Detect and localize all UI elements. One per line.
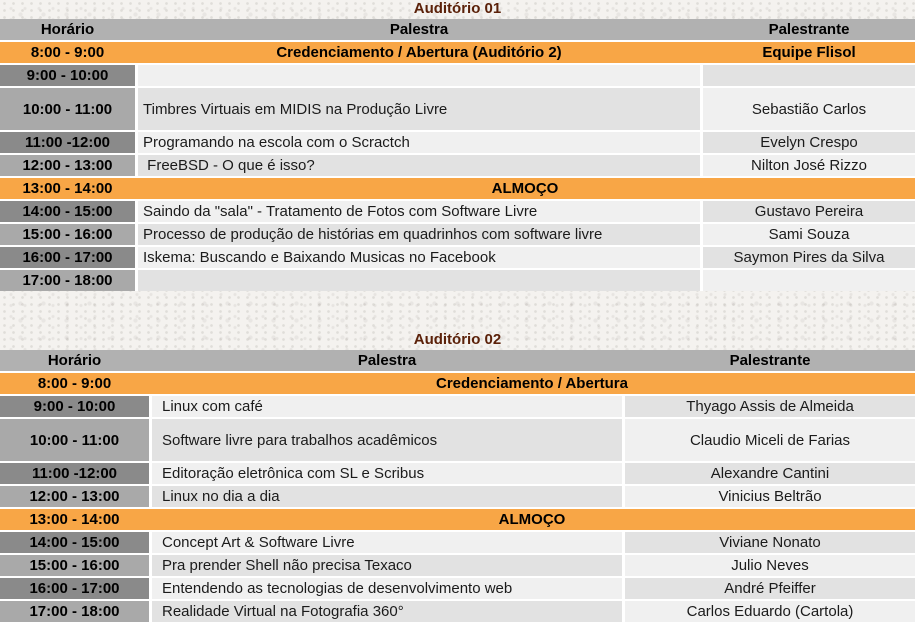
schedule-row (0, 463, 915, 484)
schedule-row (0, 132, 915, 153)
speaker-cell: Alexandre Cantini (625, 463, 915, 484)
column-header-speaker: Palestrante (768, 21, 850, 38)
talk-cell: Entendendo as tecnologias de desenvolvimento web (152, 578, 622, 599)
schedule-row (0, 555, 915, 576)
time-cell: 9:00 - 10:00 (0, 396, 149, 417)
talk-cell: Credenciamento / Abertura (436, 375, 628, 392)
time-cell: 17:00 - 18:00 (0, 601, 149, 622)
time-cell: 17:00 - 18:00 (0, 270, 135, 291)
time-cell: 14:00 - 15:00 (0, 532, 149, 553)
talk-cell: FreeBSD - O que é isso? (138, 155, 700, 176)
speaker-cell (703, 65, 915, 86)
time-cell: 10:00 - 11:00 (0, 419, 149, 461)
header-row (0, 19, 915, 40)
talk-cell: ALMOÇO (491, 180, 559, 197)
speaker-cell: Evelyn Crespo (703, 132, 915, 153)
schedule-row (0, 270, 915, 291)
talk-cell: Concept Art & Software Livre (152, 532, 622, 553)
speaker-cell: Sami Souza (703, 224, 915, 245)
rows (0, 42, 915, 291)
time-cell: 16:00 - 17:00 (0, 578, 149, 599)
column-header-time: Horário (47, 352, 102, 369)
time-cell: 9:00 - 10:00 (0, 65, 135, 86)
time-cell: 14:00 - 15:00 (0, 201, 135, 222)
talk-cell: Iskema: Buscando e Baixando Musicas no Facebook (138, 247, 700, 268)
time-cell: 16:00 - 17:00 (0, 247, 135, 268)
schedule-row (0, 42, 915, 63)
talk-cell: Pra prender Shell não precisa Texaco (152, 555, 622, 576)
time-cell: 12:00 - 13:00 (0, 486, 149, 507)
schedule-row (0, 247, 915, 268)
time-cell: 13:00 - 14:00 (29, 511, 120, 528)
talk-cell: Programando na escola com o Scractch (138, 132, 700, 153)
table-title: Auditório 02 (413, 331, 502, 348)
schedule-row (0, 201, 915, 222)
talk-cell: Realidade Virtual na Fotografia 360° (152, 601, 622, 622)
time-cell: 13:00 - 14:00 (22, 180, 113, 197)
schedule-row (0, 509, 915, 530)
header-row (0, 350, 915, 371)
talk-cell (138, 65, 700, 86)
speaker-cell: André Pfeiffer (625, 578, 915, 599)
time-cell: 11:00 -12:00 (0, 463, 149, 484)
speaker-cell: Julio Neves (625, 555, 915, 576)
schedule-row (0, 155, 915, 176)
schedule-row (0, 88, 915, 130)
time-cell: 11:00 -12:00 (0, 132, 135, 153)
schedule-row (0, 532, 915, 553)
schedule-row (0, 373, 915, 394)
speaker-cell: Sebastião Carlos (703, 88, 915, 130)
speaker-cell: Vinicius Beltrão (625, 486, 915, 507)
speaker-cell: Equipe Flisol (762, 44, 856, 61)
schedule-row (0, 396, 915, 417)
speaker-cell: Carlos Eduardo (Cartola) (625, 601, 915, 622)
schedule-row (0, 224, 915, 245)
talk-cell: ALMOÇO (498, 511, 566, 528)
time-cell: 8:00 - 9:00 (30, 44, 105, 61)
time-cell: 10:00 - 11:00 (0, 88, 135, 130)
talk-cell: Saindo da "sala" - Tratamento de Fotos com Software Livre (138, 201, 700, 222)
column-header-talk: Palestra (357, 352, 417, 369)
talk-cell: Linux com café (152, 396, 622, 417)
schedule-row (0, 65, 915, 86)
talk-cell: Credenciamento / Abertura (Auditório 2) (276, 44, 562, 61)
schedule-row (0, 178, 915, 199)
time-cell: 12:00 - 13:00 (0, 155, 135, 176)
talk-cell (138, 270, 700, 291)
schedule-row (0, 486, 915, 507)
speaker-cell: Claudio Miceli de Farias (625, 419, 915, 461)
table-grid (0, 350, 915, 622)
talk-cell: Software livre para trabalhos acadêmicos (152, 419, 622, 461)
column-header-time: Horário (40, 21, 95, 38)
talk-cell: Linux no dia a dia (152, 486, 622, 507)
time-cell: 15:00 - 16:00 (0, 224, 135, 245)
talk-cell: Timbres Virtuais em MIDIS na Produção Livre (138, 88, 700, 130)
auditorium-2-schedule (0, 331, 915, 622)
talk-cell: Processo de produção de histórias em quadrinhos com software livre (138, 224, 700, 245)
table-title: Auditório 01 (413, 0, 502, 17)
speaker-cell: Gustavo Pereira (703, 201, 915, 222)
column-header-speaker: Palestrante (729, 352, 811, 369)
time-cell: 8:00 - 9:00 (37, 375, 112, 392)
speaker-cell: Thyago Assis de Almeida (625, 396, 915, 417)
table-grid (0, 19, 915, 291)
rows (0, 373, 915, 622)
speaker-cell: Saymon Pires da Silva (703, 247, 915, 268)
schedule-row (0, 419, 915, 461)
time-cell: 15:00 - 16:00 (0, 555, 149, 576)
speaker-cell: Viviane Nonato (625, 532, 915, 553)
column-header-talk: Palestra (389, 21, 449, 38)
talk-cell: Editoração eletrônica com SL e Scribus (152, 463, 622, 484)
auditorium-1-schedule (0, 0, 915, 291)
speaker-cell (703, 270, 915, 291)
speaker-cell: Nilton José Rizzo (703, 155, 915, 176)
schedule-row (0, 601, 915, 622)
schedule-row (0, 578, 915, 599)
